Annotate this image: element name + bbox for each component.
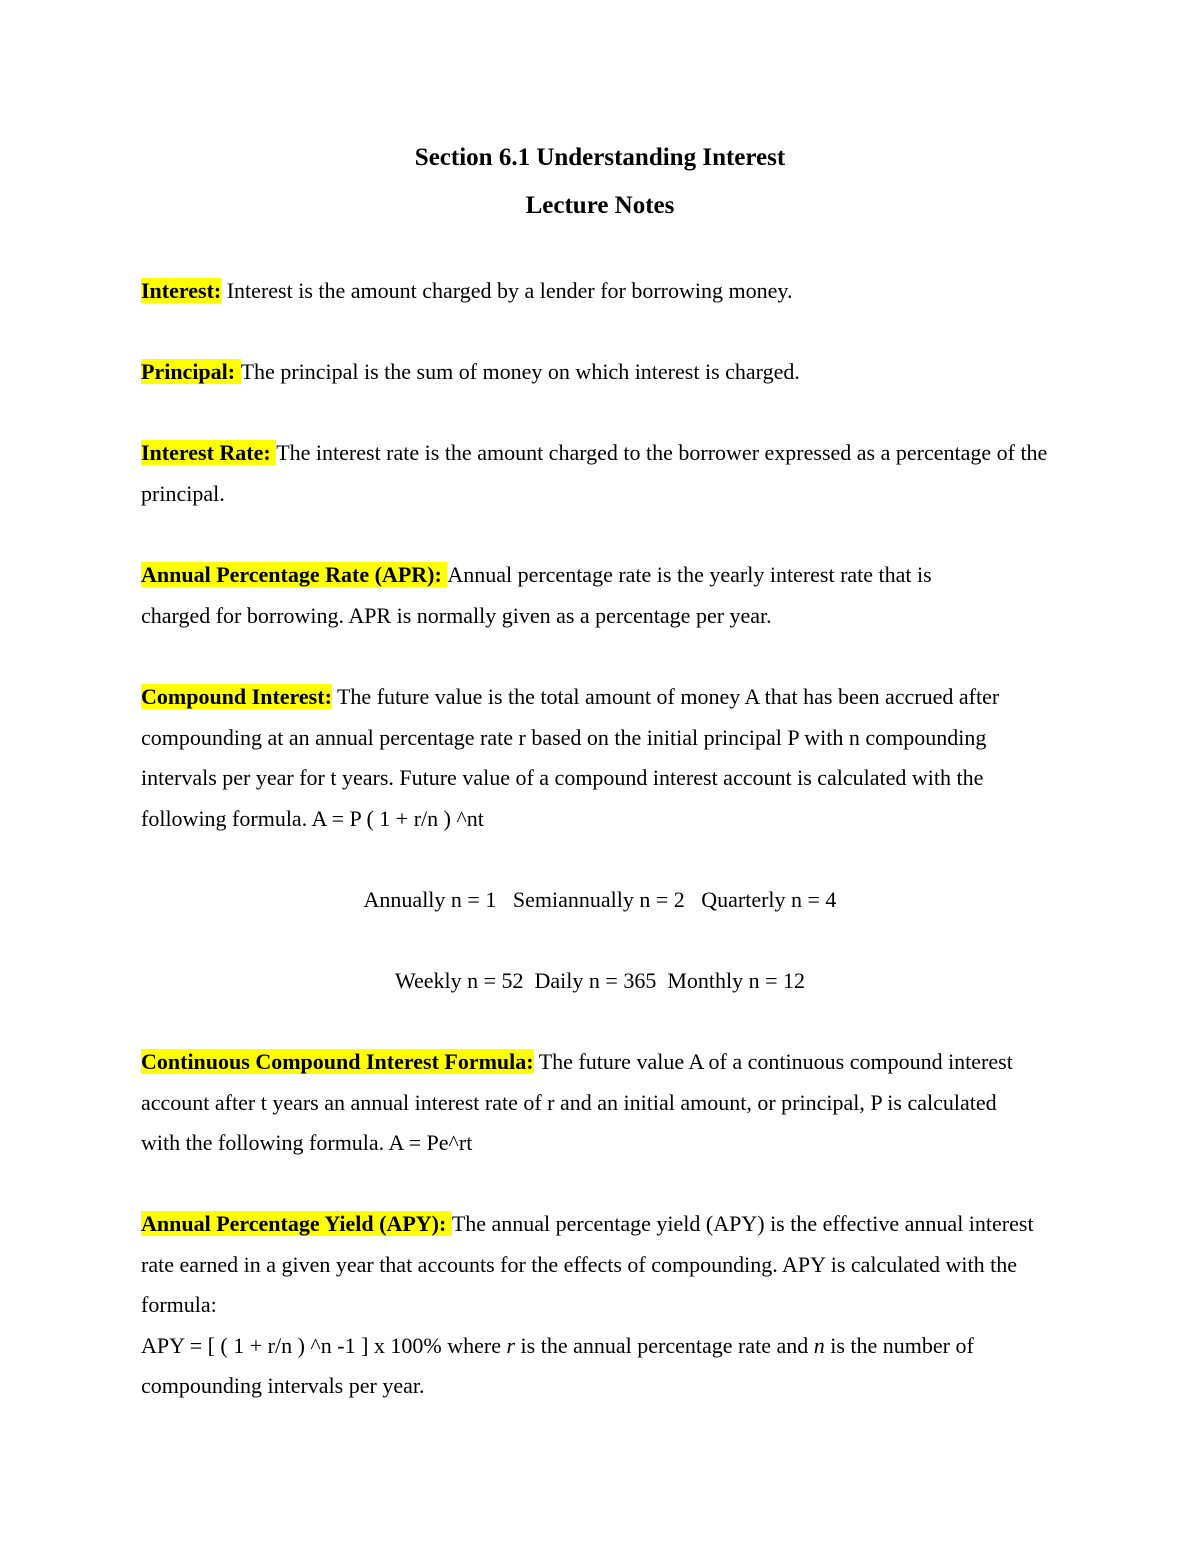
definition-interest bbox=[141, 271, 1071, 312]
apy-var-n: n bbox=[813, 1332, 825, 1358]
definition-interest-rate-text: The interest rate is the amount charged to the borrower expressed as a percentage of the principal. bbox=[141, 440, 1048, 506]
term-compound-interest: Compound Interest: bbox=[141, 684, 332, 709]
period-semiannually: Semiannually n = 2 bbox=[512, 887, 685, 912]
definition-apy bbox=[141, 1204, 1041, 1407]
period-quarterly: Quarterly n = 4 bbox=[701, 887, 837, 912]
document-title: Section 6.1 Understanding Interest bbox=[414, 144, 786, 171]
term-interest: Interest: bbox=[141, 278, 222, 303]
definition-principal-text: The principal is the sum of money on which interest is charged. bbox=[240, 359, 800, 384]
compounding-periods-line-1 bbox=[0, 880, 1200, 920]
apy-var-r: r bbox=[506, 1332, 516, 1358]
definition-continuous-compound-text: The future value A of a continuous compound interest account after t years an annual interest rate of r and an initial amount, or principal, P is calculated with the following formula. A = Pe^rt bbox=[141, 1049, 1013, 1155]
period-weekly: Weekly n = 52 bbox=[394, 968, 524, 993]
period-daily: Daily n = 365 bbox=[534, 968, 657, 993]
definition-compound-interest-text: The future value is the total amount of money A that has been accrued after compounding at an annual percentage rate r based on the initial principal P with n compounding intervals per year for t years. Future value of a compound interest account is calculated with the following formula. A = P ( 1 + r/n ) ^nt bbox=[141, 684, 1000, 831]
term-interest-rate: Interest Rate: bbox=[141, 440, 277, 465]
term-principal: Principal: bbox=[141, 359, 241, 384]
definition-interest-rate bbox=[141, 433, 1071, 514]
definition-apy-text: The annual percentage yield (APY) is the effective annual interest rate earned in a given year that accounts for the effects of compounding. APY is calculated with the formula: bbox=[141, 1211, 1034, 1317]
term-apy: Annual Percentage Yield (APY): bbox=[141, 1211, 452, 1236]
apy-formula-start: APY = [ ( 1 + r/n ) ^n -1 ] x 100% where bbox=[141, 1332, 507, 1358]
term-continuous-compound: Continuous Compound Interest Formula: bbox=[141, 1049, 534, 1074]
period-annually: Annually n = 1 bbox=[363, 887, 497, 912]
definition-apr-text: Annual percentage rate is the yearly interest rate that is charged for borrowing. APR is normally given as a percentage per year. bbox=[141, 562, 932, 628]
definition-apr bbox=[141, 555, 1001, 636]
definition-compound-interest bbox=[141, 677, 1021, 839]
document-subtitle: Lecture Notes bbox=[525, 192, 675, 219]
period-monthly: Monthly n = 12 bbox=[667, 968, 806, 993]
definition-continuous-compound bbox=[141, 1042, 1041, 1164]
apy-formula-end: is the number of compounding intervals per year. bbox=[141, 1332, 974, 1398]
term-apr: Annual Percentage Rate (APR): bbox=[141, 562, 448, 587]
compounding-periods-line-2 bbox=[0, 961, 1200, 1001]
definition-interest-text: Interest is the amount charged by a lender for borrowing money. bbox=[221, 278, 793, 303]
definition-principal bbox=[141, 352, 1071, 393]
apy-formula-mid: is the annual percentage rate and bbox=[515, 1332, 814, 1358]
